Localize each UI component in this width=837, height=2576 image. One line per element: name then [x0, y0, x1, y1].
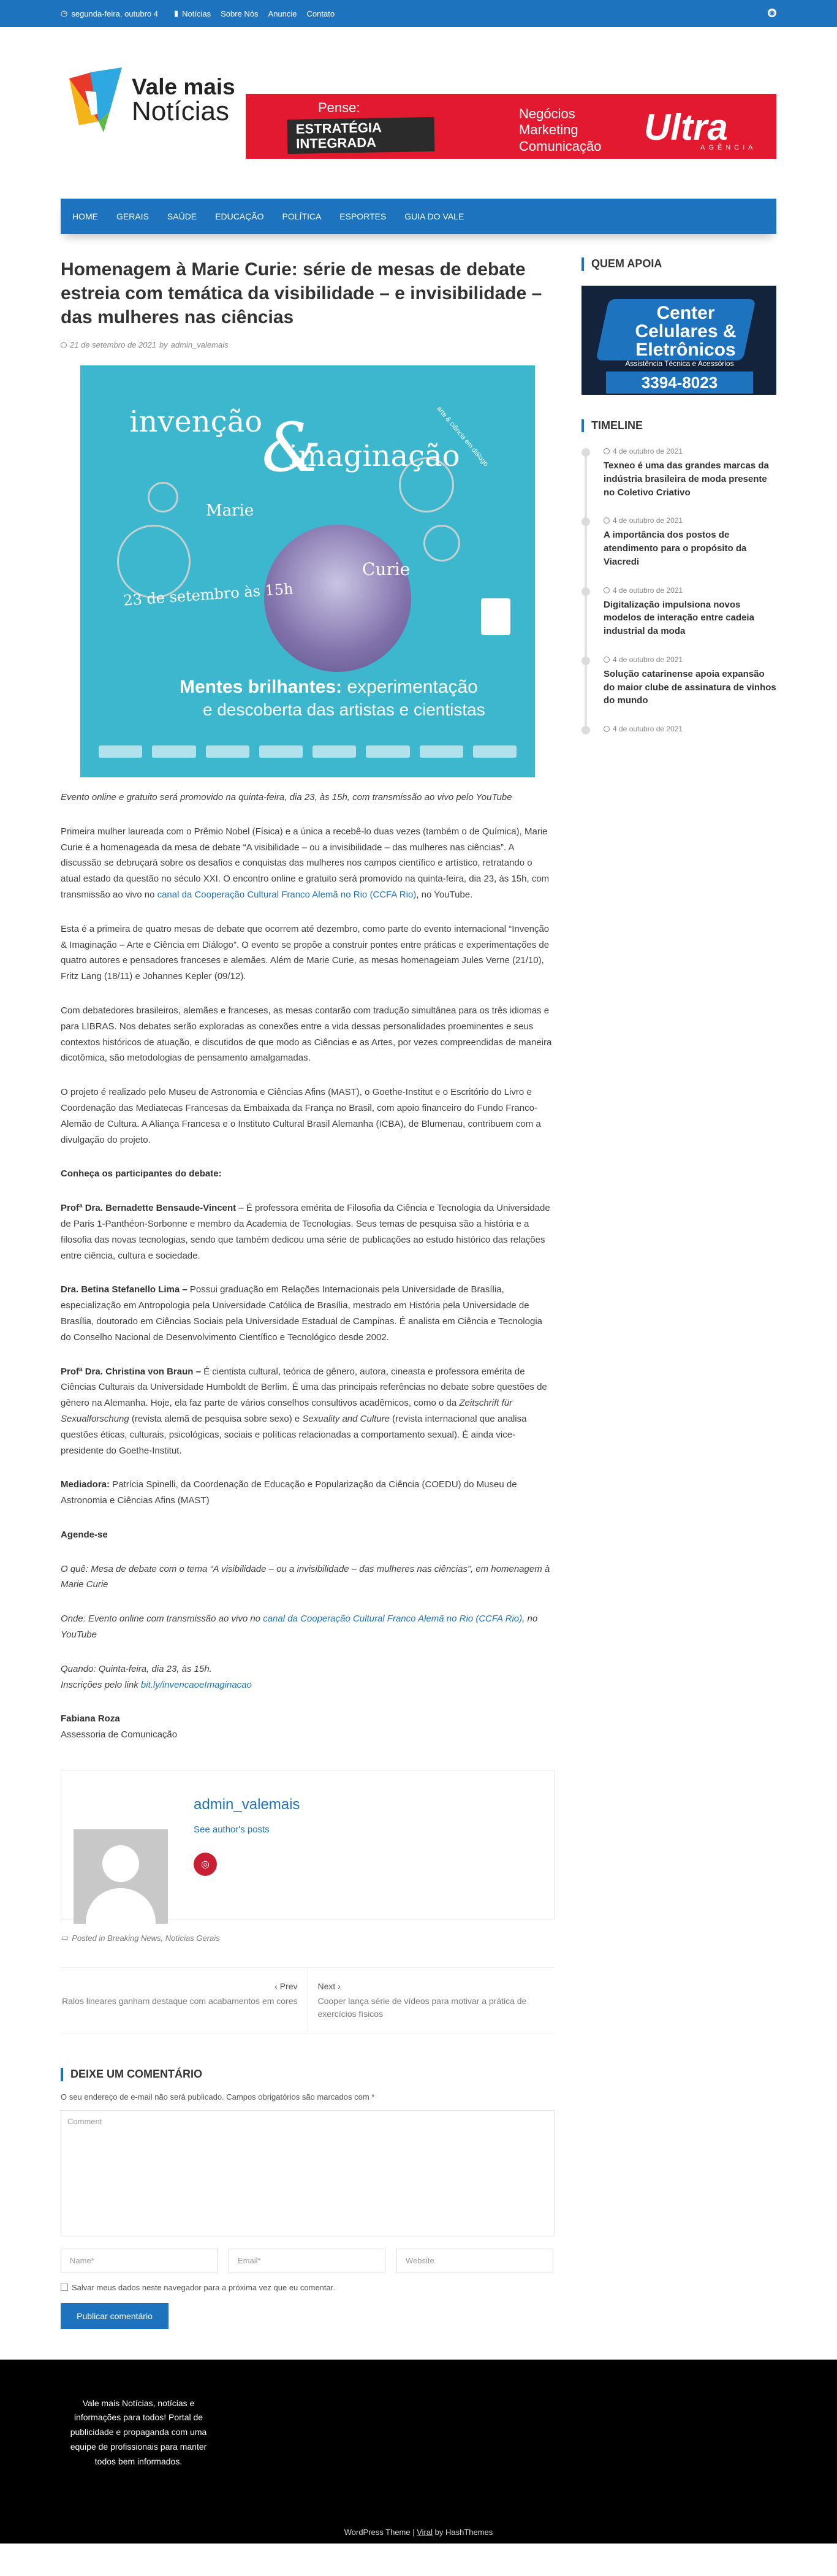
header-ad-banner[interactable] [246, 94, 776, 159]
ad-services: Negócios Marketing Comunicação [519, 106, 602, 154]
author-website-icon[interactable]: ◎ [194, 1853, 217, 1876]
event-what: O quê: Mesa de debate com o tema “A visibilidade – ou a invisibilidade – das mulheres nas ciências”, em homenagem à Marie Curie [61, 1563, 550, 1590]
save-data-checkbox[interactable] [61, 2284, 68, 2291]
quem-apoia-title: QUEM APOIA [581, 257, 776, 271]
ccfa-link-2[interactable]: canal da Cooperação Cultural Franco Alemã no Rio (CCFA Rio) [263, 1614, 523, 1625]
timeline [581, 447, 776, 733]
site-logo[interactable] [67, 66, 235, 134]
avatar [74, 1829, 168, 1924]
prev-post-link[interactable]: ‹ Prev Ralos lineares ganham destaque com acabamentos em cores [61, 1968, 308, 2033]
event-where: Onde: Evento online com transmissão ao vivo no canal da Cooperação Cultural Franco Alemã no Rio (CCFA Rio), no YouTube [61, 1614, 538, 1640]
sponsor-logo [312, 745, 356, 758]
timeline-item: 4 de outubro de 2021 Solução catarinense apoia expansão do maior clube de assinatura de vinhos do mundo [604, 655, 776, 707]
timeline-title: TIMELINE [581, 419, 776, 433]
ad-agencia: AGÊNCIA [700, 144, 757, 151]
save-data-option: Salvar meus dados neste navegador para a próxima vez que eu comentar. [61, 2283, 555, 2292]
timeline-item: 4 de outubro de 2021 Texneo é uma das grandes marcas da indústria brasileira de moda presente no Coletivo Criativo [604, 447, 776, 499]
circle-decoration [423, 525, 460, 562]
clock-icon [604, 657, 610, 663]
timeline-link[interactable]: A importância dos postos de atendimento para o propósito da Viacredi [604, 530, 747, 567]
folder-icon: ▭ [61, 1933, 69, 1943]
featured-image: invenção & imaginação arte & ciência em diálogo Marie Curie 23 de setembro às 15h Mentes brilhantes: experimentação e descoberta das artistas e cientistas [80, 365, 535, 777]
marie-curie-portrait [264, 525, 411, 672]
post-navigation [61, 1967, 555, 2033]
post-categories: ▭ Posted in Breaking News, Notícias Gerais [61, 1933, 220, 1943]
ad-brand: Ultra [644, 107, 728, 148]
participants-heading: Conheça os participantes do debate: [61, 1168, 222, 1179]
menu-guia[interactable]: GUIA DO VALE [404, 211, 464, 221]
paragraph: Primeira mulher laureada com o Prêmio Nobel (Física) e a única a recebê-lo duas vezes (também o de Química), Marie Curie é a homenageada da mesa de debate “A visibilidade – ou a invisibilidade – das mulheres nas ciências”. A discussão se debruçará sobre os desafios e conquistas das mulheres nos campos científico e artístico, retratando o atual estado da questão no século XXI. O encontro online e gratuito será promovido na quinta-feira, dia 23, às 15h, com transmissão ao vivo no canal da Cooperação Cultural Franco Alemã no Rio (CCFA Rio), no YouTube. [61, 826, 550, 900]
footer-credits: WordPress Theme | Viral by HashThemes [344, 2527, 493, 2537]
author-link[interactable]: admin_valemais [170, 340, 229, 349]
author-posts-link[interactable]: See author's posts [194, 1824, 270, 1835]
next-post-link[interactable]: Next › Cooper lança série de vídeos para motivar a prática de exercícios físicos [317, 1981, 527, 2019]
circle-decoration [148, 482, 178, 513]
footer [0, 2360, 837, 2544]
paragraph: Esta é a primeira de quatro mesas de debate que ocorrem até dezembro, como parte do evento internacional “Invenção & Imaginação – Arte e Ciência em Diálogo”. O evento se propõe a construir pontes entre práticas e experimentações de quatro autores e pensadores franceses e alemães. Além de Marie Curie, as mesas homenageiam Jules Verne (21/10), Fritz Lang (18/11) e Johannes Kepler (09/12). [61, 923, 550, 982]
signature: Fabiana Roza Assessoria de Comunicação [61, 1713, 178, 1740]
participant-bio: Profª Dra. Bernadette Bensaude-Vincent – É professora emérita de Filosofia da Ciência e Tecnologia da Universidade de Paris 1-Panthéon-Sorbonne e membro da Academia de Tecnologias. Seus temas de pesquisa são a história e a filosofia das novas tecnologias, sendo que também dedicou uma série de publicações ao estudo histórico das relações entre ciência, cultura e sociedade. [61, 1203, 550, 1261]
quem-apoia-widget [581, 257, 776, 395]
event-when: Quando: Quinta-feira, dia 23, às 15h. Inscrições pelo link bit.ly/invencaoeImaginacao [61, 1663, 252, 1690]
header [0, 27, 837, 154]
book-icon: ▮ [174, 9, 179, 18]
main-area [61, 257, 776, 2329]
sidebar [581, 257, 776, 2329]
timeline-item: 4 de outubro de 2021 Digitalização impulsiona novos modelos de interação entre cadeia industrial da moda [604, 586, 776, 638]
menu-politica[interactable]: POLÍTICA [282, 211, 322, 221]
menu-esportes[interactable]: ESPORTES [339, 211, 387, 221]
paragraph: O projeto é realizado pelo Museu de Astronomia e Ciências Afins (MAST), o Goethe-Institut e o Escritório do Livro e Coordenação das Mediatecas Francesas da Embaixada da França no Brasil, com apoio financeiro do Fundo Franco-Alemão de Cultura. A Aliança Francesa e o Instituto Cultural Brasil Alemanha (ICBA), de Blumenau, contribuem com a divulgação do projeto. [61, 1087, 541, 1145]
comment-title: DEIXE UM COMENTÁRIO [61, 2068, 555, 2081]
website-field[interactable]: Website [396, 2249, 553, 2273]
clock-icon [61, 342, 67, 348]
comment-note: O seu endereço de e-mail não será publicado. Campos obrigatórios são marcados com * [61, 2092, 375, 2102]
avatar-head [102, 1845, 139, 1882]
topbar-link-anuncie[interactable]: Anuncie [268, 9, 297, 18]
clock-icon: ◷ [61, 9, 68, 18]
comment-form [61, 2068, 555, 2329]
menu-saude[interactable]: SAÚDE [167, 211, 197, 221]
topbar-link-noticias[interactable]: ▮ Notícias [174, 9, 211, 18]
sponsor-logo [473, 745, 517, 758]
timeline-widget [581, 419, 776, 734]
article-body [61, 790, 555, 1743]
name-field[interactable]: Name* [61, 2249, 218, 2273]
clock-icon [604, 587, 610, 593]
clock-icon [604, 726, 610, 732]
logo-mark-icon [67, 66, 124, 134]
sponsor-logo [259, 745, 303, 758]
image-caption: Evento online e gratuito será promovido na quinta-feira, dia 23, às 15h, com transmissão ao vivo pelo YouTube [61, 792, 512, 802]
menu-home[interactable]: HOME [72, 211, 98, 221]
author-name[interactable]: admin_valemais [194, 1796, 300, 1813]
participant-bio: Profª Dra. Christina von Braun – É cientista cultural, teórica de gênero, autora, cineasta e professora emérita de Ciências Culturais da Universidade Humboldt de Berlim. É uma das principais referências no debate sobre questões de gênero na Alemanha. Hoje, ela faz parte de vários conselhos consultivos acadêmicos, como o da Zeitschrift für Sexualforschung (revista alemã de pesquisa sobre sexo) e Sexuality and Culture (revista internacional que analisa questões éticas, culturais, psicológicas, sociais e políticas relacionadas a comportamento sexual). É ainda vice-presidente do Goethe-Institut. [61, 1366, 547, 1456]
article [61, 257, 555, 2329]
sponsor-logo [152, 745, 195, 758]
topbar-date: ◷ segunda-feira, outubro 4 [61, 9, 158, 18]
viral-link[interactable]: Viral [417, 2527, 433, 2537]
timeline-item: 4 de outubro de 2021 [604, 725, 776, 733]
menu-educacao[interactable]: EDUCAÇÃO [215, 211, 264, 221]
accessibility-badge [481, 598, 510, 635]
topbar-link-contato[interactable]: Contato [306, 9, 335, 18]
sponsor-logo [99, 745, 142, 758]
circle-decoration [117, 525, 191, 598]
main-menu [61, 199, 776, 234]
timeline-item: 4 de outubro de 2021 A importância dos postos de atendimento para o propósito da Viacredi [604, 516, 776, 568]
topbar-nav [174, 9, 335, 18]
sponsor-ad[interactable]: Center Celulares & Eletrônicos Assistência Técnica e Acessórios 3394-8023 [581, 286, 776, 395]
topbar [0, 0, 837, 27]
comment-textarea[interactable]: Comment [61, 2110, 555, 2236]
feature-headline: Mentes brilhantes: experimentação [180, 677, 478, 697]
author-box [61, 1770, 555, 1919]
avatar-body [86, 1888, 156, 1924]
sponsor-logos [99, 739, 517, 764]
mediator: Mediadora: Patrícia Spinelli, da Coordenação de Educação e Popularização da Ciência (COEDU) do Museu de Astronomia e Ciências Afins (MAST) [61, 1479, 517, 1506]
sponsor-logo [366, 745, 409, 758]
submit-comment-button[interactable]: Publicar comentário [61, 2303, 169, 2329]
menu-gerais[interactable]: GERAIS [116, 211, 149, 221]
clock-icon [604, 448, 610, 454]
email-field[interactable]: Email* [229, 2249, 385, 2273]
agende-heading: Agende-se [61, 1529, 108, 1540]
logo-text: Vale mais Notícias [132, 74, 235, 126]
timeline-link[interactable]: Digitalização impulsiona novos modelos de interação entre cadeia industrial da moda [604, 599, 754, 637]
social-icon[interactable]: ◉ [768, 9, 776, 17]
registration-link[interactable]: bit.ly/invencaoeImaginacao [140, 1679, 252, 1690]
paragraph: Com debatedores brasileiros, alemães e franceses, as mesas contarão com tradução simultânea para os três idiomas e para LIBRAS. Nos debates serão exploradas as conexões entre a vida dessas personalidades proeminentes e seus contextos históricos de atuação, e discutidos de que modo as Ciências e as Artes, por vezes compreendidas de maneira dicotômica, são metodologias de pensamento amalgamadas. [61, 1005, 552, 1064]
timeline-link[interactable]: Texneo é uma das grandes marcas da indústria brasileira de moda presente no Coletivo Criativo [604, 460, 769, 498]
article-meta: 21 de setembro de 2021 by admin_valemais [61, 340, 555, 349]
sponsor-logo [206, 745, 249, 758]
timeline-link[interactable]: Solução catarinense apoia expansão do maior clube de assinatura de vinhos do mundo [604, 668, 776, 706]
clock-icon [604, 517, 610, 524]
topbar-link-sobre[interactable]: Sobre Nós [221, 9, 259, 18]
footer-description: Vale mais Notícias, notícias e informações para todos! Portal de publicidade e propaganda com uma equipe de profissionais para manter todos bem informados. [70, 2398, 207, 2466]
ad-left: Pense: ESTRATÉGIA INTEGRADA [287, 100, 434, 153]
sponsor-logo [420, 745, 463, 758]
article-title: Homenagem à Marie Curie: série de mesas de debate estreia com temática da visibilidade – e invisibilidade – das mulheres nas ciências [61, 259, 542, 327]
ccfa-link[interactable]: canal da Cooperação Cultural Franco Alemã no Rio (CCFA Rio) [157, 889, 417, 900]
comment-fields [61, 2249, 555, 2273]
participant-bio: Dra. Betina Stefanello Lima – Possui graduação em Relações Internacionais pela Universidade de Brasília, especialização em Antropologia pela Universidade Católica de Brasília, mestrado em História pela Universidade de Brasília, doutorado em Ciências Sociais pela Universidade Estadual de Campinas. É analista em Ciência e Tecnologia do Conselho Nacional de Desenvolvimento Científico e Tecnológico desde 2002. [61, 1284, 542, 1343]
